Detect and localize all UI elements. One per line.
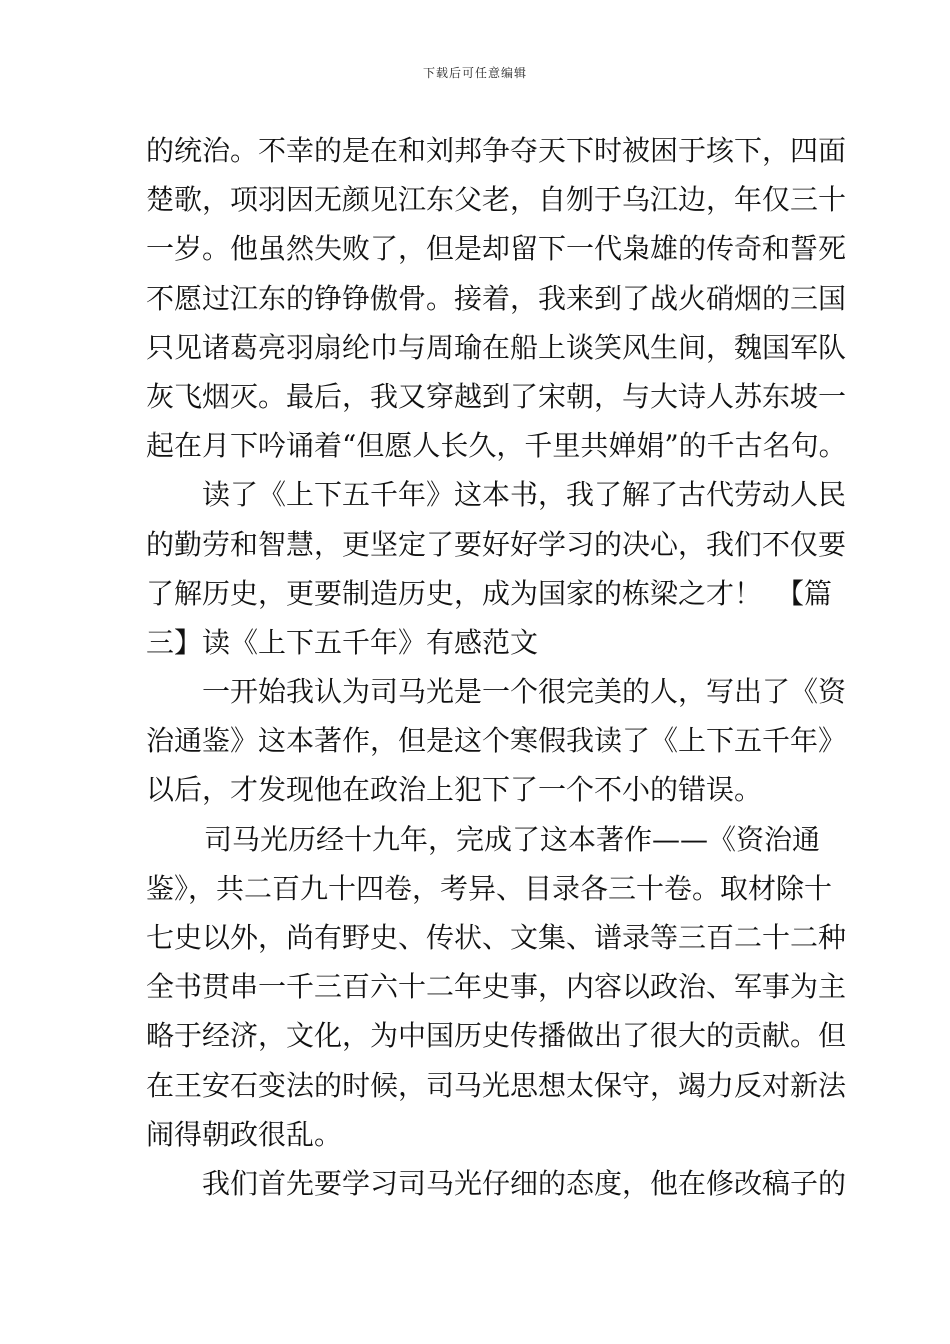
text-line: 七史以外，尚有野史、传状、文集、谱录等三百二十二种 bbox=[146, 921, 847, 954]
text-line: 只见诸葛亮羽扇纶巾与周瑜在船上谈笑风生间，魏国军队 bbox=[146, 330, 847, 364]
text-line: 不愿过江东的铮铮傲骨。接着，我来到了战火硝烟的三国 bbox=[146, 281, 847, 315]
text-line: 一岁。他虽然失败了，但是却留下一代枭雄的传奇和誓死 bbox=[146, 232, 847, 266]
text-line: 鉴》，共二百九十四卷，考异、目录各三十卷。取材除十 bbox=[146, 871, 833, 905]
text-line: 略于经济，文化，为中国历史传播做出了很大的贡献。但 bbox=[146, 1019, 847, 1053]
text-line: 闹得朝政很乱。 bbox=[146, 1117, 343, 1151]
text-line: 的统治。不幸的是在和刘邦争夺天下时被困于垓下，四面 bbox=[146, 134, 847, 167]
text-line: 治通鉴》这本著作，但是这个寒假我读了《上下五千年》 bbox=[146, 724, 847, 758]
paragraph-start-line: 读了《上下五千年》这本书，我了解了古代劳动人民 bbox=[202, 478, 847, 512]
section-title-line: 三】读《上下五千年》有感范文 bbox=[146, 625, 539, 659]
text-line: 楚歌，项羽因无颜见江东父老，自刎于乌江边，年仅三十 bbox=[146, 183, 847, 217]
paragraph-start-line: 司马光历经十九年，完成了这本著作——《资治通 bbox=[204, 822, 821, 856]
text-line: 在王安石变法的时候，司马光思想太保守，竭力反对新法 bbox=[146, 1068, 847, 1102]
text-line: 的勤劳和智慧，更坚定了要好好学习的决心，我们不仅要 bbox=[146, 527, 847, 561]
paragraph-start-line: 一开始我认为司马光是一个很完美的人，写出了《资 bbox=[202, 675, 847, 709]
text-line: 了解历史，更要制造历史，成为国家的栋梁之才！ 【篇 bbox=[146, 576, 833, 610]
document-body bbox=[146, 126, 847, 1208]
paragraph-start-line: 我们首先要学习司马光仔细的态度，他在修改稿子的 bbox=[202, 1166, 847, 1200]
text-line: 全书贯串一千三百六十二年史事，内容以政治、军事为主 bbox=[146, 970, 847, 1004]
text-line: 以后，才发现他在政治上犯下了一个不小的错误。 bbox=[146, 773, 763, 807]
text-line: 灰飞烟灭。最后，我又穿越到了宋朝，与大诗人苏东坡一 bbox=[146, 379, 847, 413]
text-line: 起在月下吟诵着“但愿人长久，千里共婵娟”的千古名句。 bbox=[146, 429, 847, 463]
page-header: 下载后可任意编辑 bbox=[422, 66, 527, 80]
